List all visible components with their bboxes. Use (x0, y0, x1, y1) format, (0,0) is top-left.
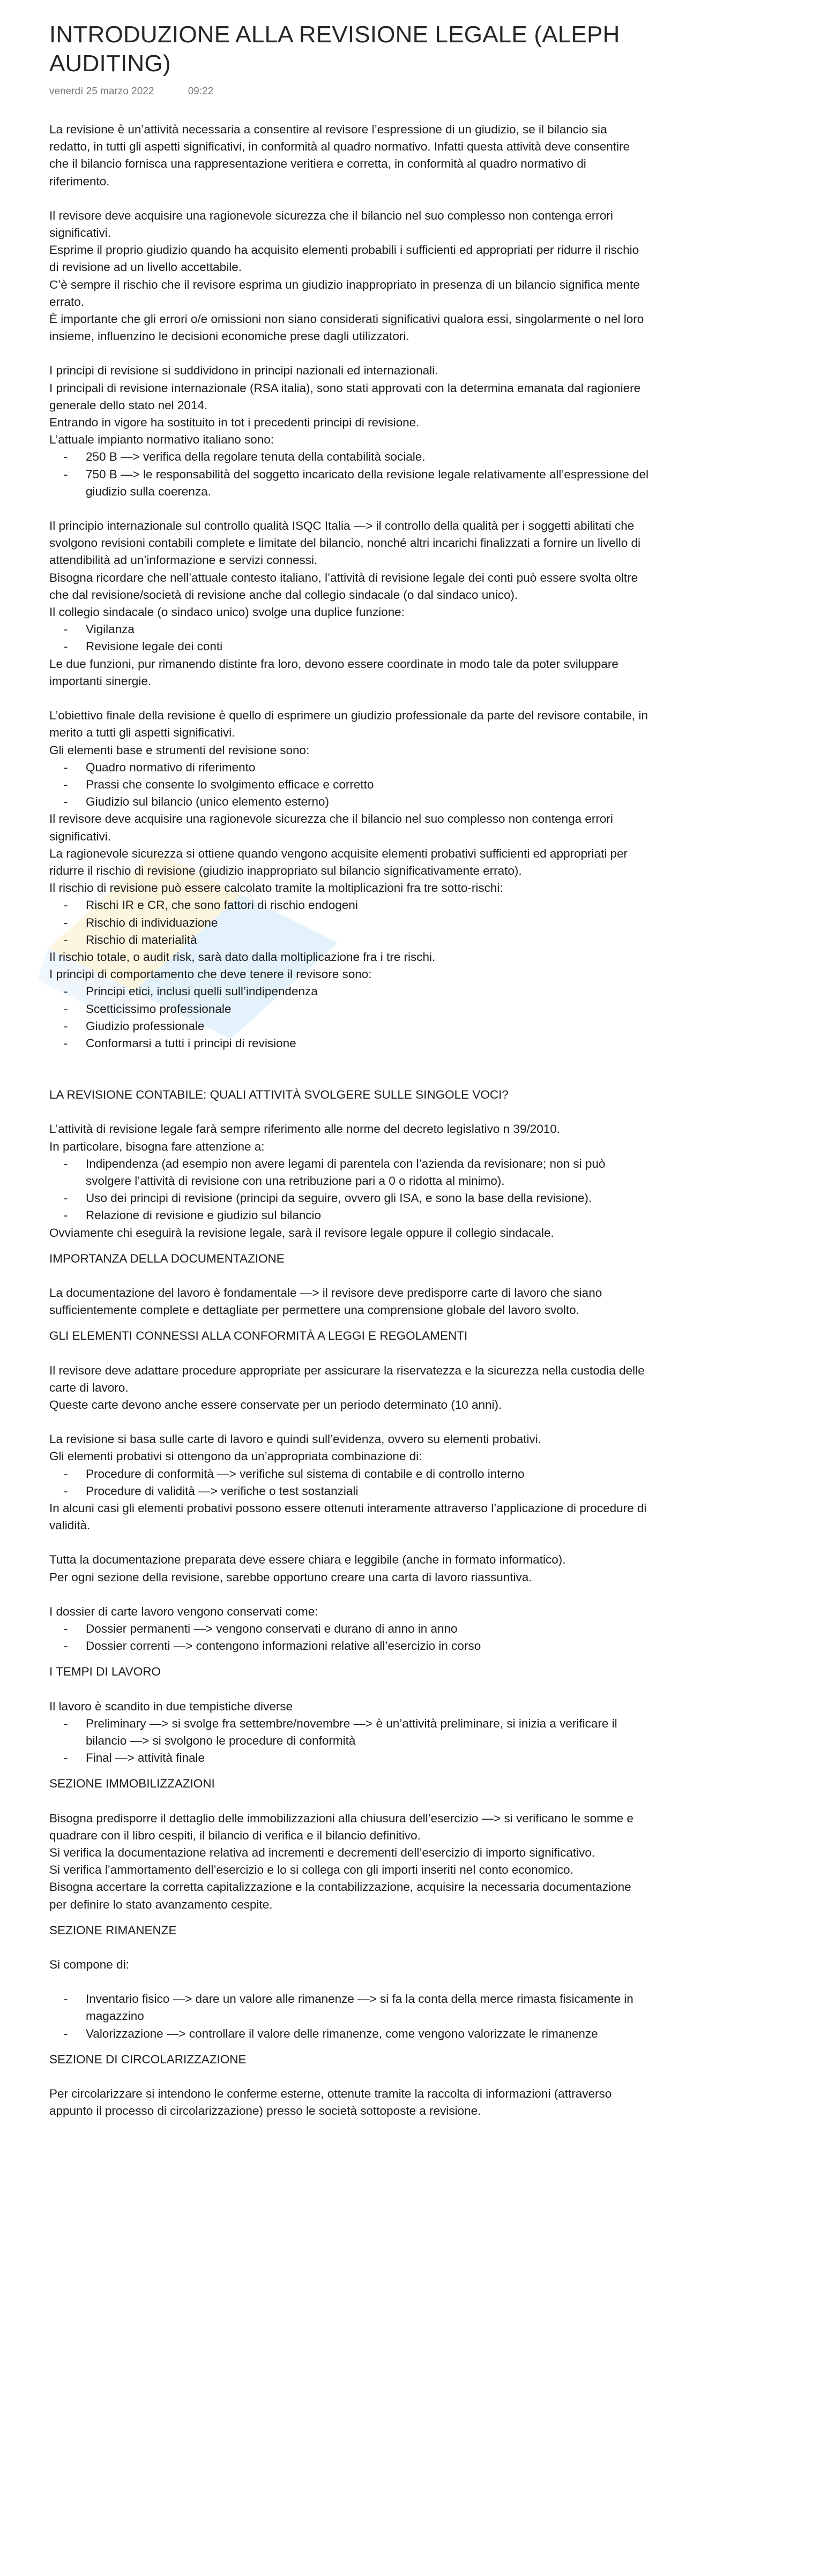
spacer (49, 1973, 650, 1991)
paragraph: GLI ELEMENTI CONNESSI ALLA CONFORMITÀ A LEGGI E REGOLAMENTI (49, 1329, 468, 1343)
paragraph: Bisogna accertare la corretta capitalizzazione e la contabilizzazione, acquisire la necessaria documentazione per definire lo stato avanzamento cespite. (49, 1880, 631, 1911)
spacer (49, 1655, 650, 1663)
paragraph: Per ogni sezione della revisione, sarebbe opportuno creare una carta di lavoro riassuntiva. (49, 1570, 532, 1584)
paragraph: Gli elementi probativi si ottengono da un’appropriata combinazione di: (49, 1450, 422, 1463)
paragraph: L’obiettivo finale della revisione è quello di esprimere un giudizio professionale da parte del revisore contabile, in merito a tutti gli aspetti significativi. (49, 709, 648, 740)
list-item: - Procedure di validità —> verifiche o test sostanziali (49, 1483, 650, 1500)
bullet-list (49, 621, 650, 655)
list-item: - Giudizio professionale (49, 1018, 650, 1035)
spacer (49, 1345, 650, 1362)
paragraph: Entrando in vigore ha sostituito in tot i precedenti principi di revisione. (49, 416, 420, 430)
bullet-list (49, 1620, 650, 1655)
list-item: - Principi etici, inclusi quelli sull’indipendenza (49, 983, 650, 1000)
list-item: - Relazione di revisione e giudizio sul bilancio (49, 1207, 650, 1224)
paragraph: Gli elementi base e strumenti del revisione sono: (49, 743, 310, 757)
paragraph: I principali di revisione internazionale (RSA italia), sono stati approvati con la determina emanata dal ragioniere generale dello stato nel 2014. (49, 381, 641, 412)
bullet-list (49, 1466, 650, 1500)
page-timestamp (49, 86, 650, 102)
spacer (49, 345, 650, 362)
paragraph: C’è sempre il rischio che il revisore esprima un giudizio inappropriato in presenza di un bilancio significa mente errato. (49, 277, 640, 309)
list-item: - Quadro normativo di riferimento (49, 759, 650, 776)
document-body (49, 121, 650, 2120)
list-item: - 250 B —> verifica della regolare tenuta della contabilità sociale. (49, 448, 650, 465)
spacer (49, 1103, 650, 1121)
list-item: - Vigilanza (49, 621, 650, 638)
spacer (49, 500, 650, 517)
spacer (49, 1242, 650, 1250)
bullet-list (49, 1155, 650, 1225)
paragraph: L’attuale impianto normativo italiano sono: (49, 433, 274, 447)
spacer (49, 1681, 650, 1698)
paragraph: Il collegio sindacale (o sindaco unico) svolge una duplice funzione: (49, 605, 405, 619)
list-item: - Giudizio sul bilancio (unico elemento esterno) (49, 793, 650, 810)
paragraph: SEZIONE IMMOBILIZZAZIONI (49, 1777, 215, 1791)
paragraph: Il revisore deve acquisire una ragionevole sicurezza che il bilancio nel suo complesso non contenga errori significativi. (49, 208, 613, 240)
list-item: - Rischio di materialità (49, 932, 650, 949)
paragraph: In particolare, bisogna fare attenzione a: (49, 1139, 265, 1153)
page-title: INTRODUZIONE ALLA REVISIONE LEGALE (ALEPH AUDITING) (49, 21, 620, 77)
paragraph: Si verifica l’ammortamento dell’esercizio e lo si collega con gli importi inseriti nel conto economico. (49, 1863, 573, 1877)
paragraph: Per circolarizzare si intendono le conferme esterne, ottenute tramite la raccolta di informazioni (attraverso appunto il processo di circolarizzazione) presso le società sottoposte a revisione. (49, 2087, 612, 2118)
spacer (49, 1534, 650, 1551)
spacer (49, 190, 650, 207)
paragraph: SEZIONE RIMANENZE (49, 1923, 177, 1937)
paragraph: Si compone di: (49, 1958, 129, 1972)
paragraph: Bisogna predisporre il dettaglio delle immobilizzazioni alla chiusura dell’esercizio —> si verificano le somme e quadrare con il libro cespiti, il bilancio di verifica e il bilancio definitivo. (49, 1811, 633, 1842)
list-item: - Dossier correnti —> contengono informazioni relative all’esercizio in corso (49, 1638, 650, 1655)
list-item: - Preliminary —> si svolge fra settembre/novembre —> è un’attività preliminare, si inizia a verificare il bilancio —> si svolgono le procedure di conformità (49, 1715, 650, 1749)
paragraph: Tutta la documentazione preparata deve essere chiara e leggibile (anche in formato informatico). (49, 1553, 566, 1567)
list-item: - Final —> attività finale (49, 1749, 650, 1767)
paragraph: La revisione si basa sulle carte di lavoro e quindi sull’evidenza, ovvero su elementi probativi. (49, 1432, 541, 1446)
spacer (49, 1913, 650, 1922)
bullet-list (49, 983, 650, 1052)
paragraph: È importante che gli errori o/e omissioni non siano considerati significativi qualora essi, singolarmente o nel loro insieme, influenzino le decisioni economiche prese dagli utilizzatori. (49, 312, 644, 343)
list-item: - Indipendenza (ad esempio non avere legami di parentela con l’azienda da revisionare; non si può svolgere l’attività di revisione con una retribuzione pari a 0 o ridotta al minimo). (49, 1155, 650, 1190)
paragraph: Il lavoro è scandito in due tempistiche diverse (49, 1699, 293, 1713)
list-item: - 750 B —> le responsabilità del soggetto incaricato della revisione legale relativamente all’espressione del giudizio sulla coerenza. (49, 466, 650, 500)
paragraph: I dossier di carte lavoro vengono conservati come: (49, 1604, 318, 1618)
paragraph: I principi di comportamento che deve tenere il revisore sono: (49, 967, 372, 981)
paragraph: Il principio internazionale sul controllo qualità ISQC Italia —> il controllo della qualità per i soggetti abilitati che svolgono revisioni contabili complete e limitate del bilancio, nonché altri incarichi finalizzati a fornire un livello di attendibilità ad un’informazione e servizi connessi. (49, 519, 641, 567)
list-item: - Rischio di individuazione (49, 914, 650, 932)
spacer (49, 1414, 650, 1431)
paragraph: La documentazione del lavoro è fondamentale —> il revisore deve predisporre carte di lavoro che siano sufficientemente complete e dettagliate per permettere una comprensione globale del lavoro svolto. (49, 1286, 602, 1317)
list-item: - Valorizzazione —> controllare il valore delle rimanenze, come vengono valorizzate le rimanenze (49, 2025, 650, 2042)
page-date: venerdì 25 marzo 2022 (49, 86, 154, 97)
spacer (49, 1069, 650, 1086)
spacer (49, 1052, 650, 1069)
bullet-list (49, 897, 650, 949)
paragraph: I TEMPI DI LAVORO (49, 1665, 161, 1679)
spacer (49, 2068, 650, 2085)
paragraph: Le due funzioni, pur rimanendo distinte fra loro, devono essere coordinate in modo tale da poter sviluppare importanti sinergie. (49, 657, 618, 688)
paragraph: Il revisore deve acquisire una ragionevole sicurezza che il bilancio nel suo complesso non contenga errori significativi. (49, 812, 613, 843)
paragraph: Queste carte devono anche essere conservate per un periodo determinato (10 anni). (49, 1398, 502, 1411)
list-item: - Scetticissimo professionale (49, 1001, 650, 1018)
paragraph: La ragionevole sicurezza si ottiene quando vengono acquisite elementi probativi sufficienti ed appropriati per ridurre il rischio di revisione (giudizio inappropriato sul bilancio significativamente errato). (49, 846, 628, 877)
paragraph: Ovviamente chi eseguirà la revisione legale, sarà il revisore legale oppure il collegio sindacale. (49, 1226, 554, 1240)
paragraph: LA REVISIONE CONTABILE: QUALI ATTIVITÀ SVOLGERE SULLE SINGOLE VOCI? (49, 1088, 509, 1102)
list-item: - Uso dei principi di revisione (principi da seguire, ovvero gli ISA, e sono la base della revisione). (49, 1190, 650, 1207)
spacer (49, 1586, 650, 1603)
paragraph: Esprime il proprio giudizio quando ha acquisito elementi probabili i sufficienti ed appropriati per ridurre il rischio di revisione ad un livello accettabile. (49, 243, 639, 274)
paragraph: I principi di revisione si suddividono in principi nazionali ed internazionali. (49, 364, 438, 378)
list-item: - Inventario fisico —> dare un valore alle rimanenze —> si fa la conta della merce rimasta fisicamente in magazzino (49, 1991, 650, 2025)
list-item: - Rischi IR e CR, che sono fattori di rischio endogeni (49, 897, 650, 914)
bullet-list (49, 1715, 650, 1767)
paragraph: L’attività di revisione legale farà sempre riferimento alle norme del decreto legislativo n 39/2010. (49, 1122, 561, 1136)
paragraph: La revisione è un’attività necessaria a consentire al revisore l’espressione di un giudizio, se il bilancio sia redatto, in tutti gli aspetti significativi, in conformità al quadro normativo. Infatti questa attività deve consentire che il bilancio fornisca una rappresentazione veritiera e corretta, in conformità al quadro normativo di riferimento. (49, 123, 630, 188)
list-item: - Revisione legale dei conti (49, 638, 650, 655)
list-item: - Procedure di conformità —> verifiche sul sistema di contabile e di controllo interno (49, 1466, 650, 1483)
spacer (49, 1793, 650, 1810)
note-content (49, 20, 650, 2120)
paragraph: In alcuni casi gli elementi probativi possono essere ottenuti interamente attraverso l’applicazione di procedure di validità. (49, 1501, 647, 1533)
paragraph: Bisogna ricordare che nell’attuale contesto italiano, l’attività di revisione legale dei conti può essere svolta oltre che dal revisione/società di revisione anche dal collegio sindacale (o dal sindaco unico). (49, 570, 638, 602)
spacer (49, 2042, 650, 2051)
paragraph: Si verifica la documentazione relativa ad incrementi e decrementi dell’esercizio di importo significativo. (49, 1846, 595, 1860)
list-item: - Conformarsi a tutti i principi di revisione (49, 1035, 650, 1052)
bullet-list (49, 448, 650, 500)
spacer (49, 1267, 650, 1285)
spacer (49, 690, 650, 707)
page-time: 09:22 (188, 86, 214, 97)
paragraph: Il rischio totale, o audit risk, sarà dato dalla moltiplicazione fra i tre rischi. (49, 950, 436, 964)
spacer (49, 1939, 650, 1956)
paragraph: IMPORTANZA DELLA DOCUMENTAZIONE (49, 1251, 285, 1265)
spacer (49, 1319, 650, 1327)
list-item: - Dossier permanenti —> vengono conservati e durano di anno in anno (49, 1620, 650, 1638)
spacer (49, 1767, 650, 1775)
paragraph: SEZIONE DI CIRCOLARIZZAZIONE (49, 2052, 247, 2066)
bullet-list (49, 1991, 650, 2042)
paragraph: Il revisore deve adattare procedure appropriate per assicurare la riservatezza e la sicurezza nella custodia delle carte di lavoro. (49, 1363, 645, 1394)
paragraph: Il rischio di revisione può essere calcolato tramite la moltiplicazioni fra tre sotto-rischi: (49, 881, 503, 895)
bullet-list (49, 759, 650, 811)
list-item: - Prassi che consente lo svolgimento efficace e corretto (49, 776, 650, 793)
